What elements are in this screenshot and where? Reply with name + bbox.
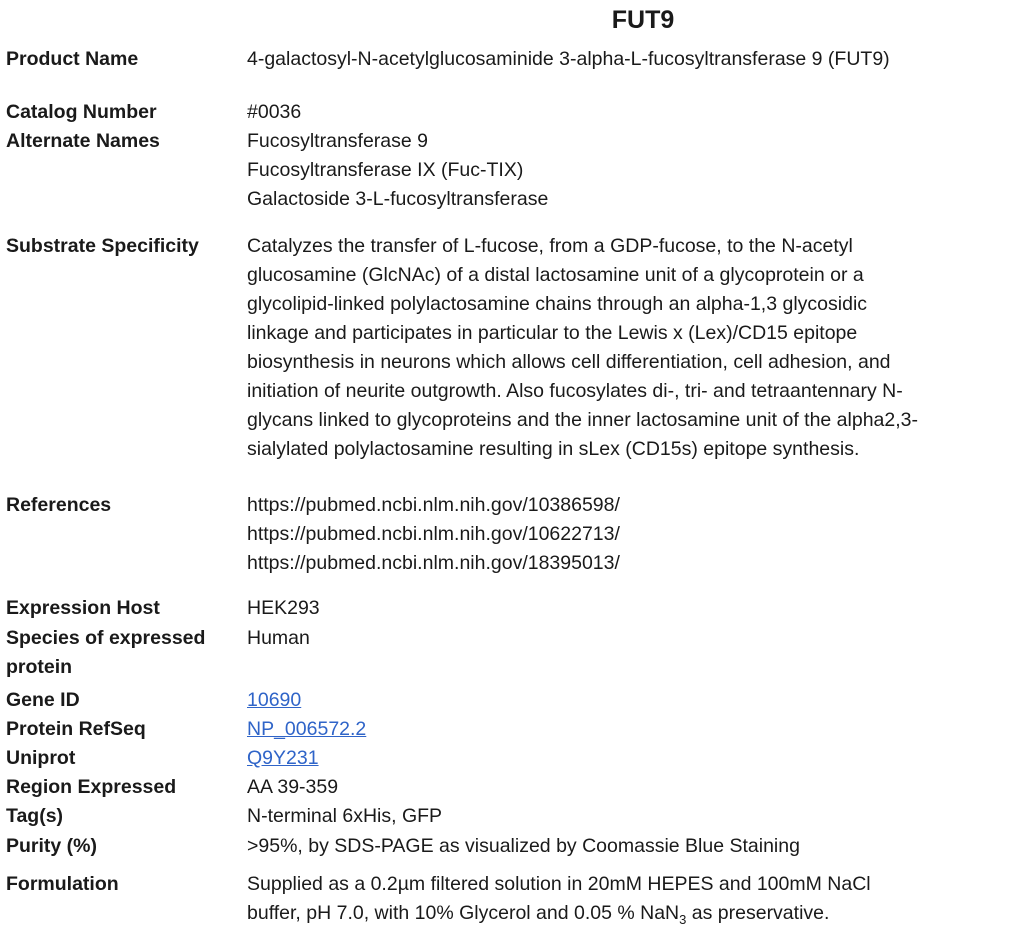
region-expressed-label: Region Expressed (6, 776, 177, 798)
species-value: Human (247, 627, 310, 649)
formulation-line2-post: as preservative. (686, 902, 830, 924)
formulation-line1: Supplied as a 0.2µm filtered solution in 20mM HEPES and 100mM NaCl (247, 873, 871, 895)
region-expressed-value: AA 39-359 (247, 776, 339, 798)
species-label-line2: protein (6, 656, 73, 678)
protein-refseq-label: Protein RefSeq (6, 718, 146, 740)
substrate-line: linkage and participates in particular to the Lewis x (Lex)/CD15 epitope (247, 322, 858, 344)
reference-url: https://pubmed.ncbi.nlm.nih.gov/18395013/ (247, 552, 620, 574)
formulation-label: Formulation (6, 873, 119, 895)
substrate-line: Catalyzes the transfer of L-fucose, from a GDP-fucose, to the N-acetyl (247, 235, 853, 257)
alternate-names-value (247, 127, 1017, 214)
alternate-name: Fucosyltransferase 9 (247, 130, 428, 152)
substrate-line: initiation of neurite outgrowth. Also fucosylates di-, tri- and tetraantennary N- (247, 380, 903, 402)
species-label-line1: Species of expressed (6, 627, 206, 649)
catalog-number-value: #0036 (247, 101, 302, 123)
substrate-specificity-value (247, 232, 1017, 464)
purity-label: Purity (%) (6, 835, 98, 857)
uniprot-value (247, 744, 1017, 773)
substrate-specificity-label: Substrate Specificity (6, 235, 199, 257)
substrate-line: glucosamine (GlcNAc) of a distal lactosamine unit of a glycoprotein or a (247, 264, 864, 286)
alternate-name: Fucosyltransferase IX (Fuc-TIX) (247, 159, 524, 181)
substrate-line: biosynthesis in neurons which allows cell differentiation, cell adhesion, and (247, 351, 891, 373)
tags-value: N-terminal 6xHis, GFP (247, 805, 443, 827)
alternate-name: Galactoside 3-L-fucosyltransferase (247, 188, 549, 210)
gene-id-value (247, 686, 1017, 715)
expression-host-value: HEK293 (247, 597, 320, 619)
uniprot-label: Uniprot (6, 747, 76, 769)
reference-url: https://pubmed.ncbi.nlm.nih.gov/10622713/ (247, 523, 620, 545)
gene-id-label: Gene ID (6, 689, 80, 711)
substrate-line: sialylated polylactosamine resulting in sLex (CD15s) epitope synthesis. (247, 438, 860, 460)
formulation-line2 (247, 899, 1017, 928)
purity-value: >95%, by SDS-PAGE as visualized by Coomassie Blue Staining (247, 835, 800, 857)
substrate-line: glycolipid-linked polylactosamine chains through an alpha-1,3 glycosidic (247, 293, 868, 315)
formulation-value (247, 870, 1017, 928)
gene-id-link[interactable]: 10690 (247, 689, 302, 711)
protein-refseq-link[interactable]: NP_006572.2 (247, 718, 367, 740)
species-label (6, 624, 236, 682)
tags-label: Tag(s) (6, 805, 64, 827)
catalog-number-label: Catalog Number (6, 101, 157, 123)
uniprot-link[interactable]: Q9Y231 (247, 747, 319, 769)
alternate-names-label: Alternate Names (6, 130, 160, 152)
references-label: References (6, 494, 112, 516)
product-name-value: 4-galactosyl-N-acetylglucosaminide 3-alpha-L-fucosyltransferase 9 (FUT9) (247, 48, 890, 70)
references-value (247, 491, 1017, 578)
page-title: FUT9 (611, 6, 675, 34)
product-name-label: Product Name (6, 48, 139, 70)
substrate-line: glycans linked to glycoproteins and the inner lactosamine unit of the alpha2,3- (247, 409, 918, 431)
protein-refseq-value (247, 715, 1017, 744)
formulation-line2-pre: buffer, pH 7.0, with 10% Glycerol and 0.05 % NaN (247, 902, 680, 924)
formulation-line2-sub: 3 (679, 911, 687, 927)
reference-url: https://pubmed.ncbi.nlm.nih.gov/10386598/ (247, 494, 620, 516)
expression-host-label: Expression Host (6, 597, 160, 619)
